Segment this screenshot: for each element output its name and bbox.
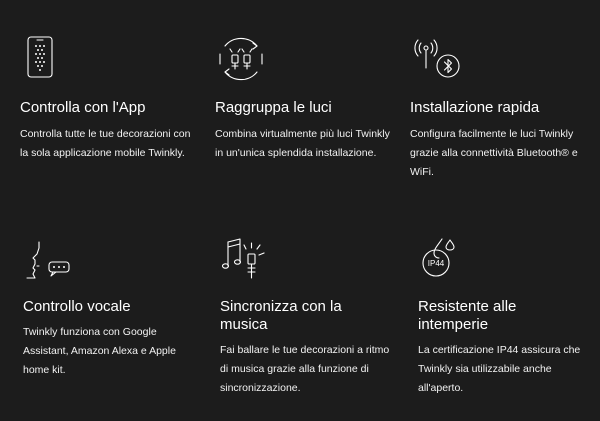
feature-title: Controlla con l'App (20, 99, 146, 116)
group-lights-icon (217, 38, 265, 85)
smartphone-icon (27, 36, 53, 83)
wireless-bluetooth-icon (412, 36, 462, 85)
feature-description: Combina virtualmente più luci Twinkly in un'unica splendida installazione. (215, 128, 390, 159)
feature-title: Resistente alle intemperie (418, 298, 517, 333)
water-drop-ip44-icon (422, 237, 458, 282)
feature-description: Controlla tutte le tue decorazioni con la sola applicazione mobile Twinkly. (20, 128, 191, 159)
voice-control-icon (25, 240, 73, 285)
music-sync-icon (222, 238, 266, 285)
feature-description: La certificazione IP44 assicura che Twinkly sia utilizzabile anche all'aperto. (418, 344, 581, 394)
feature-description: Twinkly funziona con Google Assistant, Amazon Alexa e Apple home kit. (23, 326, 176, 376)
feature-title: Raggruppa le luci (215, 99, 332, 116)
feature-title: Installazione rapida (410, 99, 540, 116)
feature-title: Controllo vocale (23, 298, 131, 315)
ip44-icon-label: IP44 (427, 259, 445, 268)
feature-title: Sincronizza con la musica (220, 298, 342, 333)
feature-description: Fai ballare le tue decorazioni a ritmo di musica grazie alla funzione di sincronizzazione. (220, 344, 390, 394)
feature-description: Configura facilmente le luci Twinkly grazie alla connettività Bluetooth® e WiFi. (410, 128, 578, 178)
